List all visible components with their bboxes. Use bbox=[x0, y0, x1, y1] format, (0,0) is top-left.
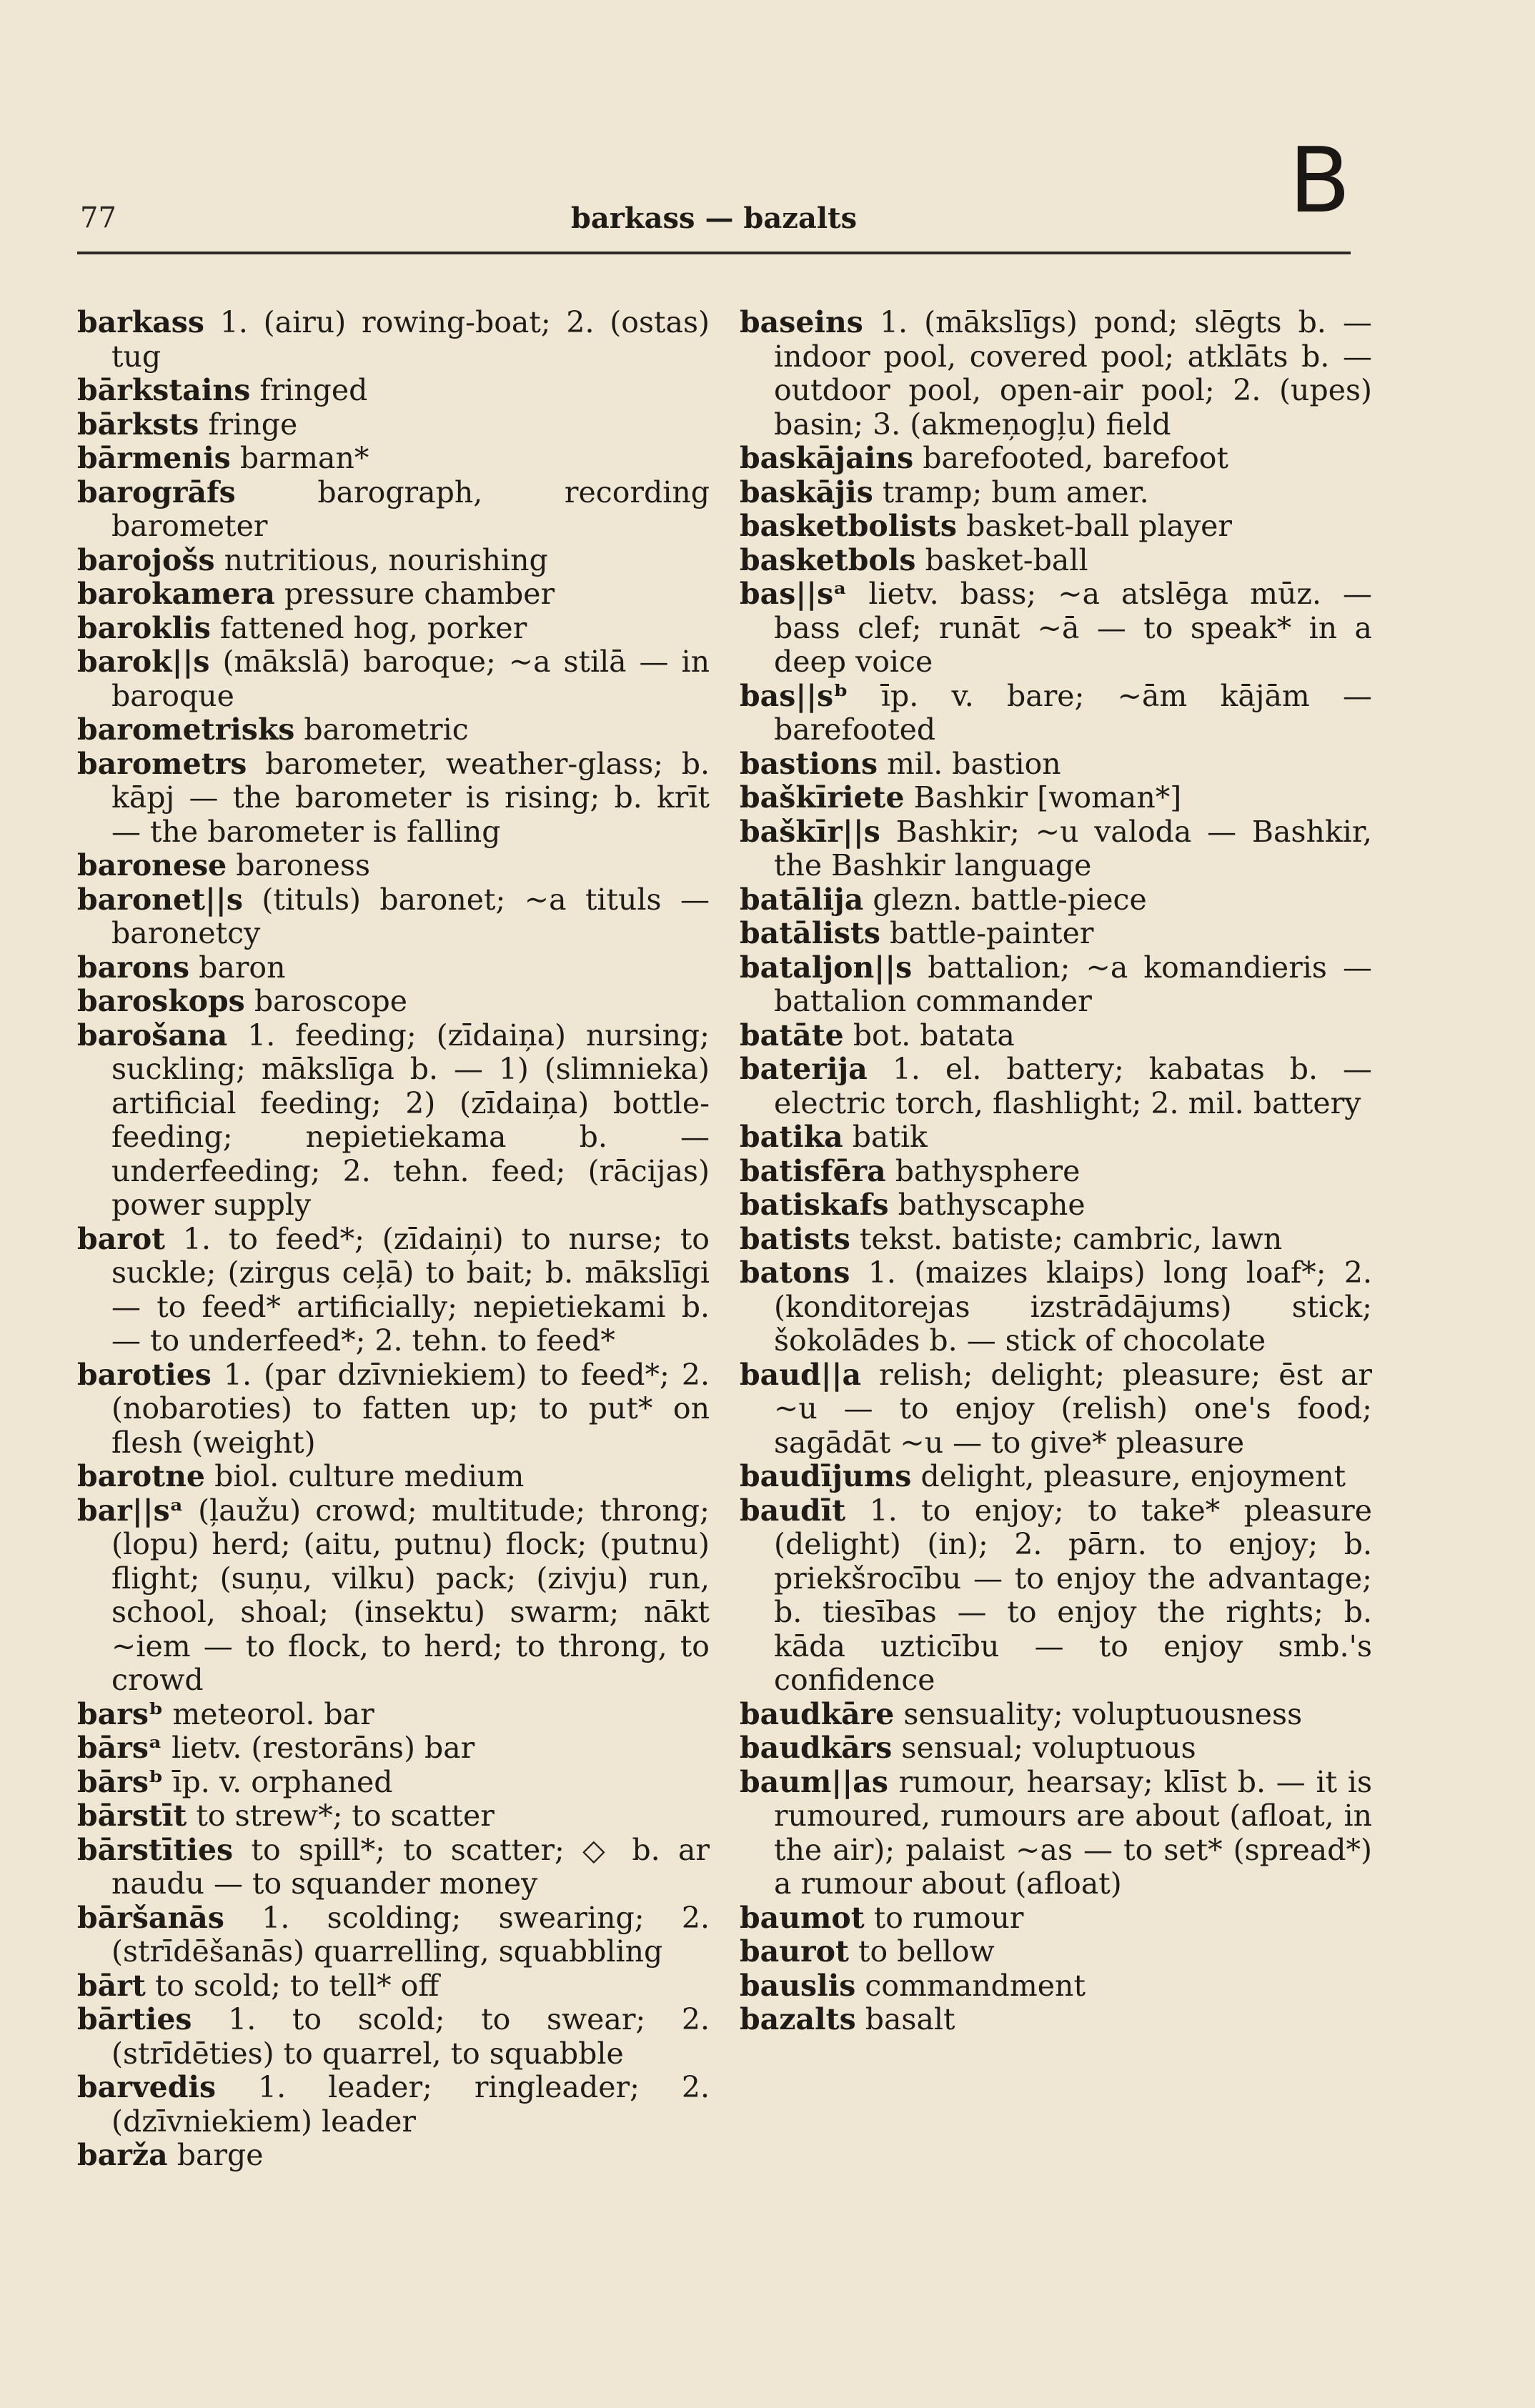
entry-definition: fattened hog, porker bbox=[219, 610, 527, 645]
entry-headword: bārstīties bbox=[77, 1832, 234, 1867]
entry-headword: barža bbox=[77, 2138, 168, 2172]
dictionary-entry bbox=[77, 2003, 710, 2071]
entry-definition: fringe bbox=[208, 407, 298, 442]
dictionary-entry bbox=[740, 2003, 1372, 2037]
entry-definition: bot. batata bbox=[853, 1018, 1015, 1053]
entry-definition: 1. to feed*; (zīdaiņi) to nurse; to suckle; (zirgus ceļā) to bait; b. mākslīgi — to feed* artificially; nepietiekami b. — to underfeed*; 2. tehn. to feed* bbox=[111, 1221, 710, 1358]
dictionary-entry bbox=[740, 1935, 1372, 1969]
dictionary-entry bbox=[740, 917, 1372, 951]
dictionary-entry bbox=[740, 509, 1372, 544]
entry-headword: barometrs bbox=[77, 746, 247, 781]
entry-definition: delight, pleasure, enjoyment bbox=[920, 1459, 1346, 1493]
dictionary-entry bbox=[77, 1223, 710, 1358]
entry-headword: bas||sᵃ bbox=[740, 577, 848, 611]
dictionary-entry bbox=[77, 1358, 710, 1461]
entry-definition: biol. culture medium bbox=[214, 1459, 525, 1493]
entry-headword: barsᵇ bbox=[77, 1696, 164, 1731]
entry-headword: bataljon||s bbox=[740, 950, 913, 985]
entry-headword: bazalts bbox=[740, 2002, 856, 2036]
dictionary-entry bbox=[740, 442, 1372, 476]
dictionary-entry bbox=[77, 747, 710, 850]
dictionary-entry bbox=[740, 1698, 1372, 1732]
entry-definition: tekst. batiste; cambric, lawn bbox=[859, 1221, 1283, 1256]
entry-definition: bathyscaphe bbox=[898, 1188, 1086, 1222]
dictionary-entry bbox=[740, 1120, 1372, 1155]
dictionary-entry bbox=[77, 985, 710, 1019]
entry-definition: īp. v. orphaned bbox=[172, 1764, 393, 1799]
entry-headword: barometrisks bbox=[77, 712, 295, 747]
dictionary-entry bbox=[77, 1766, 710, 1800]
entry-headword: baudkārs bbox=[740, 1731, 893, 1765]
dictionary-entry bbox=[77, 1901, 710, 1969]
dictionary-entry bbox=[740, 1494, 1372, 1698]
entry-definition: baroscope bbox=[254, 984, 407, 1018]
entry-definition: meteorol. bar bbox=[172, 1696, 374, 1731]
entry-headword: baudīt bbox=[740, 1493, 846, 1528]
entry-headword: batālists bbox=[740, 916, 880, 950]
entry-headword: batons bbox=[740, 1255, 850, 1290]
entry-definition: 1. to scold; to swear; 2. (strīdēties) to quarrel, to squabble bbox=[111, 2002, 710, 2071]
entry-definition: sensual; voluptuous bbox=[901, 1731, 1196, 1765]
entry-headword: baroties bbox=[77, 1357, 212, 1392]
entry-definition: 1. to enjoy; to take* pleasure (delight) (in); 2. pārn. to enjoy; b. priekšrocību — to enjoy the advantage; b. tiesības — to enjoy the rights; b. kāda uzticību — to enjoy smb.'s confidence bbox=[774, 1493, 1372, 1697]
dictionary-entry bbox=[77, 374, 710, 408]
dictionary-entry bbox=[77, 645, 710, 713]
dictionary-entry bbox=[77, 476, 710, 544]
dictionary-entry bbox=[740, 1256, 1372, 1358]
entry-headword: bar||sᵃ bbox=[77, 1493, 184, 1528]
entry-definition: barometer, weather-glass; b. kāpj — the barometer is rising; b. krīt — the barometer is falling bbox=[111, 746, 710, 849]
entry-headword: bārties bbox=[77, 2002, 192, 2036]
dictionary-entry bbox=[740, 1969, 1372, 2004]
entry-headword: baskājis bbox=[740, 474, 873, 509]
dictionary-entry bbox=[77, 1698, 710, 1732]
entry-definition: (mākslā) baroque; ~a stilā — in baroque bbox=[111, 645, 710, 713]
dictionary-entry bbox=[77, 577, 710, 612]
entry-definition: 1. el. battery; kabatas b. — electric torch, flashlight; 2. mil. battery bbox=[774, 1052, 1372, 1120]
dictionary-entry bbox=[740, 1223, 1372, 1257]
entry-headword: baurot bbox=[740, 1934, 849, 1969]
entry-headword: baudījums bbox=[740, 1459, 912, 1493]
entry-headword: baronese bbox=[77, 848, 227, 882]
entry-headword: bārkstains bbox=[77, 373, 251, 407]
entry-headword: baterija bbox=[740, 1052, 868, 1086]
entry-definition: relish; delight; pleasure; ēst ar ~u — to enjoy (relish) one's food; sagādāt ~u — to give* pleasure bbox=[774, 1357, 1372, 1460]
entry-headword: baskājains bbox=[740, 441, 914, 475]
entry-headword: batiskafs bbox=[740, 1188, 889, 1222]
dictionary-entry bbox=[77, 951, 710, 985]
entry-definition: bathysphere bbox=[895, 1153, 1081, 1188]
entry-headword: baud||a bbox=[740, 1357, 862, 1392]
section-letter: B bbox=[1288, 128, 1351, 233]
entry-headword: basketbolists bbox=[740, 509, 958, 543]
entry-headword: barvedis bbox=[77, 2070, 217, 2104]
entry-headword: baudkāre bbox=[740, 1696, 895, 1731]
entry-definition: to bellow bbox=[858, 1934, 995, 1969]
entry-definition: to strew*; to scatter bbox=[196, 1798, 495, 1833]
dictionary-entry bbox=[740, 544, 1372, 578]
entry-definition: pressure chamber bbox=[284, 577, 555, 611]
entry-headword: barokamera bbox=[77, 577, 275, 611]
entry-headword: baum||as bbox=[740, 1764, 888, 1799]
dictionary-entry bbox=[77, 1019, 710, 1223]
dictionary-entry bbox=[740, 1766, 1372, 1901]
page-number: 77 bbox=[80, 202, 116, 234]
entry-definition: 1. (par dzīvniekiem) to feed*; 2. (nobaroties) to fatten up; to put* on flesh (weight) bbox=[111, 1357, 710, 1460]
dictionary-entry bbox=[740, 1901, 1372, 1936]
entry-headword: batāte bbox=[740, 1018, 844, 1053]
entry-headword: bārstīt bbox=[77, 1798, 187, 1833]
dictionary-entry bbox=[740, 1358, 1372, 1461]
dictionary-entry bbox=[77, 713, 710, 747]
entry-definition: to rumour bbox=[873, 1900, 1024, 1935]
entry-definition: sensuality; voluptuousness bbox=[903, 1696, 1303, 1731]
entry-headword: barogrāfs bbox=[77, 474, 236, 509]
entry-headword: bas||sᵇ bbox=[740, 678, 848, 713]
dictionary-entry bbox=[77, 849, 710, 883]
entry-definition: glezn. battle-piece bbox=[873, 882, 1147, 917]
entry-definition: basalt bbox=[865, 2002, 955, 2036]
entry-headword: batika bbox=[740, 1120, 843, 1154]
entry-headword: baroskops bbox=[77, 984, 245, 1018]
dictionary-entry bbox=[740, 781, 1372, 815]
entry-headword: bārsᵃ bbox=[77, 1731, 163, 1765]
entry-definition: lietv. bass; ~a atslēga mūz. — bass clef; runāt ~ā — to speak* in a deep voice bbox=[774, 577, 1372, 679]
entry-headword: bārt bbox=[77, 1968, 146, 2003]
entry-definition: barge bbox=[177, 2138, 264, 2172]
left-column bbox=[77, 306, 710, 2173]
dictionary-entry bbox=[740, 1019, 1372, 1053]
entry-definition: to spill*; to scatter; ◇ b. ar naudu — to squander money bbox=[111, 1832, 710, 1901]
entry-definition: lietv. (restorāns) bar bbox=[172, 1731, 475, 1765]
dictionary-entry bbox=[740, 306, 1372, 442]
entry-definition: commandment bbox=[865, 1968, 1086, 2003]
dictionary-entry bbox=[740, 1155, 1372, 1189]
dictionary-entry bbox=[740, 747, 1372, 782]
dictionary-entry bbox=[740, 1731, 1372, 1766]
entry-definition: batik bbox=[852, 1120, 928, 1154]
entry-definition: battalion; ~a komandieris — battalion commander bbox=[774, 950, 1372, 1018]
entry-definition: rumour, hearsay; klīst b. — it is rumoured, rumours are about (afloat, in the air); palaist ~as — to set* (spread*) a rumour about (afloat) bbox=[774, 1764, 1372, 1901]
entry-headword: barot bbox=[77, 1221, 166, 1256]
dictionary-entry bbox=[77, 1799, 710, 1834]
entry-definition: 1. scolding; swearing; 2. (strīdēšanās) quarrelling, squabbling bbox=[111, 1900, 710, 1969]
entry-headword: barons bbox=[77, 950, 190, 985]
dictionary-entry bbox=[77, 2139, 710, 2173]
dictionary-entry bbox=[77, 2071, 710, 2139]
header-rule bbox=[77, 252, 1351, 254]
dictionary-entry bbox=[740, 1053, 1372, 1120]
dictionary-entry bbox=[77, 1969, 710, 2004]
entry-headword: baumot bbox=[740, 1900, 865, 1935]
dictionary-entry bbox=[740, 476, 1372, 510]
entry-definition: baroness bbox=[236, 848, 371, 882]
page-header bbox=[77, 128, 1351, 257]
dictionary-entry bbox=[77, 544, 710, 578]
dictionary-entry bbox=[77, 408, 710, 442]
entry-headword: batisfēra bbox=[740, 1153, 886, 1188]
dictionary-entry bbox=[77, 1460, 710, 1494]
entry-definition: 1. (mākslīgs) pond; slēgts b. — indoor pool, covered pool; atklāts b. — outdoor pool, open-air pool; 2. (upes) basin; 3. (akmeņogļu) field bbox=[774, 305, 1372, 442]
entry-headword: bāršanās bbox=[77, 1900, 224, 1935]
entry-definition: tramp; bum amer. bbox=[882, 474, 1149, 509]
dictionary-entry bbox=[740, 1188, 1372, 1223]
entry-definition: battle-painter bbox=[890, 916, 1094, 950]
dictionary-entry bbox=[77, 1494, 710, 1698]
entry-headword: basketbols bbox=[740, 542, 916, 577]
entry-headword: baronet||s bbox=[77, 882, 243, 917]
dictionary-entry bbox=[740, 1460, 1372, 1494]
entry-headword: bastions bbox=[740, 746, 878, 781]
entry-definition: 1. leader; ringleader; 2. (dzīvniekiem) leader bbox=[111, 2070, 710, 2139]
entry-headword: batists bbox=[740, 1221, 850, 1256]
entry-headword: bauslis bbox=[740, 1968, 856, 2003]
entry-definition: 1. (maizes klaips) long loaf*; 2. (konditorejas izstrādājums) stick; šokolādes b. — stick of chocolate bbox=[774, 1255, 1372, 1358]
entry-definition: Bashkir [woman*] bbox=[913, 780, 1182, 815]
entry-definition: to scold; to tell* off bbox=[154, 1968, 439, 2003]
entry-headword: bārmenis bbox=[77, 441, 231, 475]
entry-headword: baškīr||s bbox=[740, 814, 880, 849]
dictionary-entry bbox=[77, 883, 710, 951]
entry-headword: bārsᵇ bbox=[77, 1764, 164, 1799]
entry-definition: Bashkir; ~u valoda — Bashkir, the Bashkir language bbox=[774, 814, 1372, 882]
dictionary-entry bbox=[740, 951, 1372, 1019]
entry-definition: 1. feeding; (zīdaiņa) nursing; suckling; mākslīga b. — 1) (slimnieka) artificial feeding; 2) (zīdaiņa) bottle-feeding; nepietiekama b. — underfeeding; 2. tehn. feed; (rācijas) power supply bbox=[111, 1018, 710, 1222]
entry-definition: barograph, recording barometer bbox=[111, 474, 710, 543]
entry-definition: basket-ball player bbox=[966, 509, 1233, 543]
entry-headword: barojošs bbox=[77, 542, 215, 577]
dictionary-entry bbox=[77, 306, 710, 374]
entry-headword: barok||s bbox=[77, 645, 210, 679]
dictionary-entry bbox=[740, 815, 1372, 883]
entry-headword: baškīriete bbox=[740, 780, 905, 815]
dictionary-entry bbox=[77, 442, 710, 476]
entry-definition: īp. v. bare; ~ām kājām — barefooted bbox=[774, 678, 1372, 747]
right-column bbox=[740, 306, 1372, 2037]
entry-headword: barošana bbox=[77, 1018, 228, 1053]
entry-definition: 1. (airu) rowing-boat; 2. (ostas) tug bbox=[111, 305, 710, 374]
entry-headword: barkass bbox=[77, 305, 204, 339]
entry-headword: baseins bbox=[740, 305, 863, 339]
dictionary-entry bbox=[77, 1834, 710, 1901]
entry-headword: baroklis bbox=[77, 610, 211, 645]
entry-definition: barometric bbox=[304, 712, 469, 747]
entry-headword: batālija bbox=[740, 882, 864, 917]
dictionary-entry bbox=[740, 577, 1372, 680]
entry-headword: barotne bbox=[77, 1459, 206, 1493]
running-head: barkass — bazalts bbox=[570, 202, 858, 235]
entry-definition: barefooted, barefoot bbox=[923, 441, 1228, 475]
dictionary-entry bbox=[740, 883, 1372, 917]
dictionary-entry bbox=[77, 1731, 710, 1766]
entry-definition: baron bbox=[199, 950, 286, 985]
dictionary-entry bbox=[77, 612, 710, 646]
entry-definition: basket-ball bbox=[925, 542, 1088, 577]
entry-definition: barman* bbox=[239, 441, 369, 475]
entry-headword: bārksts bbox=[77, 407, 199, 442]
entry-definition: nutritious, nourishing bbox=[224, 542, 548, 577]
entry-definition: (ļaužu) crowd; multitude; throng; (lopu) herd; (aitu, putnu) flock; (putnu) flight; (suņu, vilku) pack; (zivju) run, school, shoal; (insektu) swarm; nākt ~iem — to flock, to herd; to throng, to crowd bbox=[111, 1493, 710, 1697]
entry-definition: fringed bbox=[259, 373, 368, 407]
entry-definition: (tituls) baronet; ~a tituls — baronetcy bbox=[111, 882, 710, 950]
dictionary-entry bbox=[740, 680, 1372, 747]
entry-definition: mil. bastion bbox=[887, 746, 1061, 781]
